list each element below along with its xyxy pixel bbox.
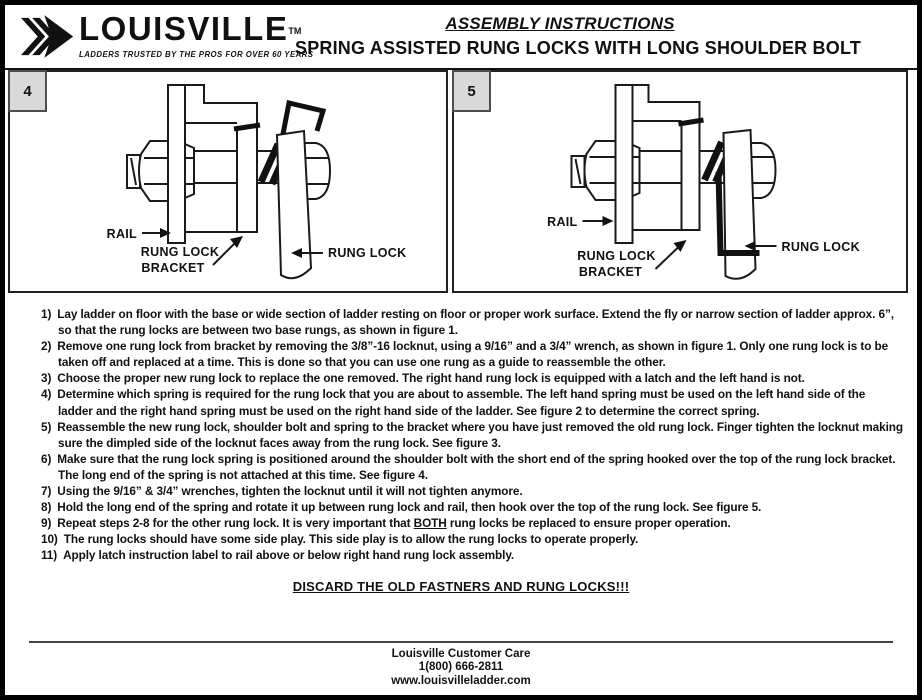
item-number: 11) <box>41 548 58 563</box>
header <box>5 5 917 70</box>
footer-divider <box>29 641 893 643</box>
louisville-chevron-logo-icon <box>21 13 75 60</box>
brand-name: LOUISVILLETM <box>79 10 302 47</box>
rung-lock-shape <box>277 131 311 278</box>
figure-5-number-badge: 5 <box>452 70 491 112</box>
item-number: 10) <box>41 532 58 547</box>
rung-lock-shape <box>724 130 756 279</box>
footer <box>5 641 917 689</box>
item-number: 3) <box>41 371 52 386</box>
customer-care-website: www.louisvilleladder.com <box>391 674 531 687</box>
instruction-item-9: 9) Repeat steps 2-8 for the other rung lock. It is very important that BOTH rung locks be replaced to ensure proper operation. <box>41 516 731 531</box>
rung-lock-bracket-shape <box>682 122 700 230</box>
figure-4-panel <box>8 70 448 293</box>
instruction-item-7: 7) Using the 9/16” & 3/4” wrenches, tighten the locknut until it will not tighten anymore. <box>41 484 523 499</box>
instructions-list <box>41 306 903 564</box>
rail-shape <box>168 85 185 243</box>
rail-shape <box>616 85 633 243</box>
bracket-label-line1: RUNG LOCK <box>140 245 220 259</box>
instruction-item-5: 5) Reassemble the new rung lock, shoulder bolt and spring to the bracket where you have just removed the old rung lock. Finger tighten the locknut making sure the dimpled side of the locknut faces away from the rung lock. See figure 3. <box>41 419 903 450</box>
document-titles <box>295 14 862 59</box>
instruction-item-4: 4) Determine which spring is required for the rung lock that you are about to assemble. The left hand spring must be used on the left hand side of the ladder and the right hand spring must be used on the right hand side of the ladder. See figure 2 to determine the correct spring. <box>41 387 866 418</box>
figure-5-diagram <box>454 72 906 291</box>
discard-warning: DISCARD THE OLD FASTNERS AND RUNG LOCKS!!! <box>292 578 630 594</box>
instruction-item-11: 11) Apply latch instruction label to rail above or below right hand rung lock assembly. <box>41 548 515 563</box>
item-number: 4) <box>41 387 52 402</box>
item-number: 6) <box>41 451 52 466</box>
customer-care-phone: 1(800) 666-2811 <box>418 661 504 673</box>
document-subtitle: SPRING ASSISTED RUNG LOCKS WITH LONG SHOULDER BOLT <box>295 38 862 58</box>
rail-label: RAIL <box>106 227 137 241</box>
item-number: 8) <box>41 500 52 515</box>
bracket-arrow-icon <box>656 248 678 269</box>
instruction-item-2: 2) Remove one rung lock from bracket by removing the 3/8”-16 locknut, using a 9/16” and a 3/4” wrench, as shown in figure 1. Only one rung lock is to be taken off and replaced at a time. This is done so that you can use one rung as a guide to reassemble the other. <box>41 339 889 370</box>
trademark-symbol: TM <box>288 26 302 36</box>
document-title: ASSEMBLY INSTRUCTIONS <box>445 14 675 33</box>
brand-tagline: LADDERS TRUSTED BY THE PROS FOR OVER 60 YEARS <box>79 50 314 59</box>
item-number: 7) <box>41 484 52 499</box>
instruction-item-1: 1) Lay ladder on floor with the base or wide section of ladder resting on floor or proper work surface. Extend the fly or narrow section of ladder approx. 6”, so that the rung locks are between two base rungs, as shown in figure 1. <box>41 307 894 338</box>
bracket-label-line2: BRACKET <box>141 261 205 275</box>
instruction-item-10: 10) The rung locks should have some side play. This side play is to allow the rung locks to operate properly. <box>41 532 639 547</box>
figure-4-diagram <box>10 72 446 291</box>
emphasized-both: BOTH <box>413 516 447 531</box>
instruction-item-8: 8) Hold the long end of the spring and rotate it up between rung lock and rail, then hook over the top of the rung lock. See figure 5. <box>41 500 762 515</box>
item-number: 1) <box>41 307 52 321</box>
rung-lock-bracket-shape <box>237 127 257 232</box>
figure-4-number-badge: 4 <box>8 70 47 112</box>
rung-lock-label: RUNG LOCK <box>328 246 407 260</box>
figure-5-panel <box>452 70 908 293</box>
item-number: 5) <box>41 419 52 434</box>
louisville-logo <box>21 11 313 60</box>
instruction-item-6: 6) Make sure that the rung lock spring is positioned around the shoulder bolt with the short end of the spring hooked over the top of the rung lock bracket. The long end of the spring is not attached at this time. See figure 4. <box>41 451 896 482</box>
item-number: 2) <box>41 339 52 354</box>
figure-row <box>8 70 908 293</box>
bracket-label-line2: BRACKET <box>578 265 643 279</box>
instruction-item-3: 3) Choose the proper new rung lock to replace the one removed. The right hand rung lock is equipped with a latch and the left hand is not. <box>41 371 805 386</box>
item-number: 9) <box>41 516 52 531</box>
customer-care-label: Louisville Customer Care <box>391 647 531 660</box>
spring-long-end-hook-shape <box>283 103 323 134</box>
rail-label: RAIL <box>547 215 578 229</box>
rung-lock-label: RUNG LOCK <box>781 240 860 254</box>
bracket-label-line1: RUNG LOCK <box>577 249 656 263</box>
bracket-plate-outline <box>633 85 700 124</box>
